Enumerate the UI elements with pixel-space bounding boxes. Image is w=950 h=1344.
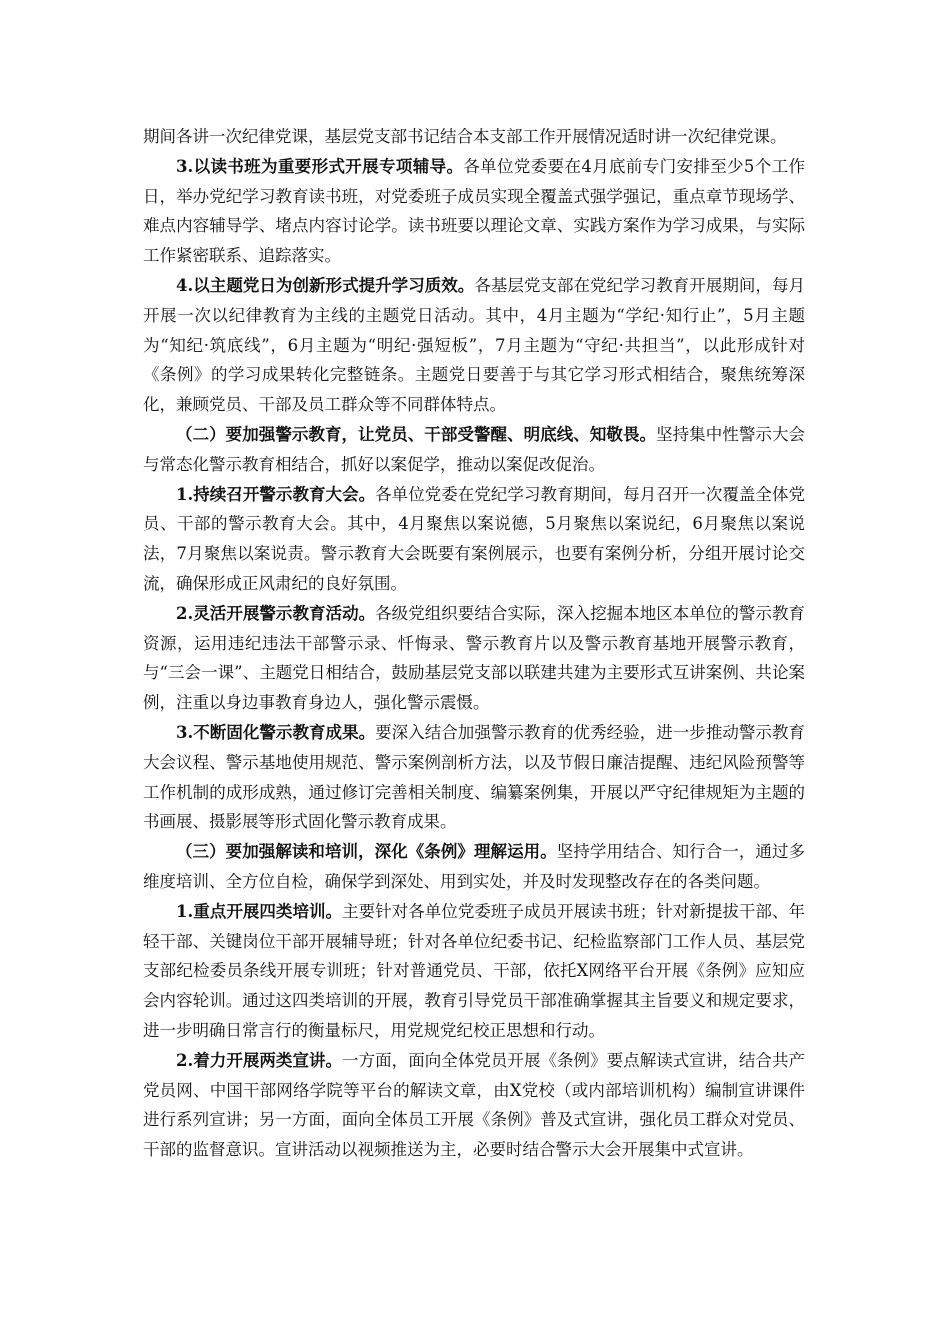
paragraph-heading: 2.着力开展两类宣讲。: [176, 1050, 343, 1070]
paragraph-heading: 3.以读书班为重要形式开展专项辅导。: [176, 156, 464, 176]
paragraph-warning-conference: [143, 480, 805, 599]
document-page: [143, 122, 805, 1165]
paragraph-heading: 2.灵活开展警示教育活动。: [176, 603, 376, 623]
paragraph-text: 期间各讲一次纪律党课，基层党支部书记结合本支部工作开展情况适时讲一次纪律党课。: [143, 127, 787, 146]
paragraph-heading: 1.重点开展四类培训。: [176, 901, 343, 921]
paragraph-four-trainings: [143, 897, 805, 1046]
paragraph-text: 各基层党支部在党纪学习教育开展期间，每月开展一次以纪律教育为主线的主题党日活动。其中，4月主题为“学纪·知行止”，5月主题为“知纪·筑底线”，6月主题为“明纪·强短板”，7月主题为“守纪·共担当”，以此形成针对《条例》的学习成果转化完整链条。主题党日要善于与其它学习形式相结合，聚焦统筹深化，兼顾党员、干部及员工群众等不同群体特点。: [143, 275, 805, 415]
paragraph-reading-class: [143, 152, 805, 271]
section-heading-warning-education: [143, 420, 805, 480]
paragraph-two-lectures: [143, 1046, 805, 1165]
paragraph-text: 各级党组织要结合实际，深入挖掘本地区本单位的警示教育资源，运用违纪违法干部警示录、忏悔录、警示教育片以及警示教育基地开展警示教育，与“三会一课”、主题党日相结合，鼓励基层党支部以联建共建为主要形式互讲案例、共论案例，注重以身边事教育身边人，强化警示震慑。: [143, 603, 805, 713]
paragraph-heading: 3.不断固化警示教育成果。: [176, 722, 376, 742]
paragraph-text: 坚持学用结合、知行合一，通过多维度培训、全方位自检，确保学到深处、用到实处，并及时发现整改存在的各类问题。: [143, 842, 806, 891]
paragraph-text: 各单位党委要在4月底前专门安排至少5个工作日，举办党纪学习教育读书班，对党委班子成员实现全覆盖式强学强记，重点章节现场学、难点内容辅导学、堵点内容讨论学。读书班要以理论文章、实践方案作为学习成果，与实际工作紧密联系、追踪落实。: [143, 156, 805, 266]
paragraph-text: 坚持集中性警示大会与常态化警示教育相结合，抓好以案促学，推动以案促改促治。: [143, 424, 806, 474]
paragraph-warning-results: [143, 718, 805, 837]
paragraph-text: 主要针对各单位党委班子成员开展读书班；针对新提拔干部、年轻干部、关键岗位干部开展辅导班；针对各单位纪委书记、纪检监察部门工作人员、基层党支部纪检委员条线开展专训班；针对普通党员、干部，依托X网络平台开展《条例》应知应会内容轮训。通过这四类培训的开展，教育引导党员干部准确掌握其主旨要义和规定要求，进一步明确日常言行的衡量标尺，用党规党纪校正思想和行动。: [143, 901, 806, 1040]
paragraph-text: 各单位党委在党纪学习教育期间，每月召开一次覆盖全体党员、干部的警示教育大会。其中，4月聚焦以案说德，5月聚焦以案说纪，6月聚焦以案说法，7月聚焦以案说责。警示教育大会既要有案例展示，也要有案例分析，分组开展讨论交流，确保形成正风肃纪的良好氛围。: [143, 484, 805, 593]
paragraph-heading: 1.持续召开警示教育大会。: [176, 484, 376, 504]
paragraph-continuation: [143, 122, 805, 152]
paragraph-theme-day: [143, 271, 805, 420]
section-heading: （二）要加强警示教育，让党员、干部受警醒、明底线、知敬畏。: [176, 424, 657, 444]
paragraph-text: 要深入结合加强警示教育的优秀经验，进一步推动警示教育大会议程、警示基地使用规范、警示案例剖析方法，以及节假日廉洁提醒、违纪风险预警等工作机制的成形成熟，通过修订完善相关制度、编纂案例集，开展以严守纪律规矩为主题的书画展、摄影展等形式固化警示教育成果。: [143, 722, 805, 832]
section-heading: （三）要加强解读和培训，深化《条例》理解运用。: [176, 842, 557, 862]
section-heading-interpretation-training: [143, 837, 805, 897]
paragraph-warning-activities: [143, 599, 805, 718]
paragraph-text: 一方面，面向全体党员开展《条例》要点解读式宣讲，结合共产党员网、中国干部网络学院等平台的解读文章，由X党校（或内部培训机构）编制宣讲课件进行系列宣讲；另一方面，面向全体员工开展《条例》普及式宣讲，强化员工群众对党员、干部的监督意识。宣讲活动以视频推送为主，必要时结合警示大会开展集中式宣讲。: [143, 1050, 806, 1160]
paragraph-heading: 4.以主题党日为创新形式提升学习质效。: [176, 275, 475, 295]
